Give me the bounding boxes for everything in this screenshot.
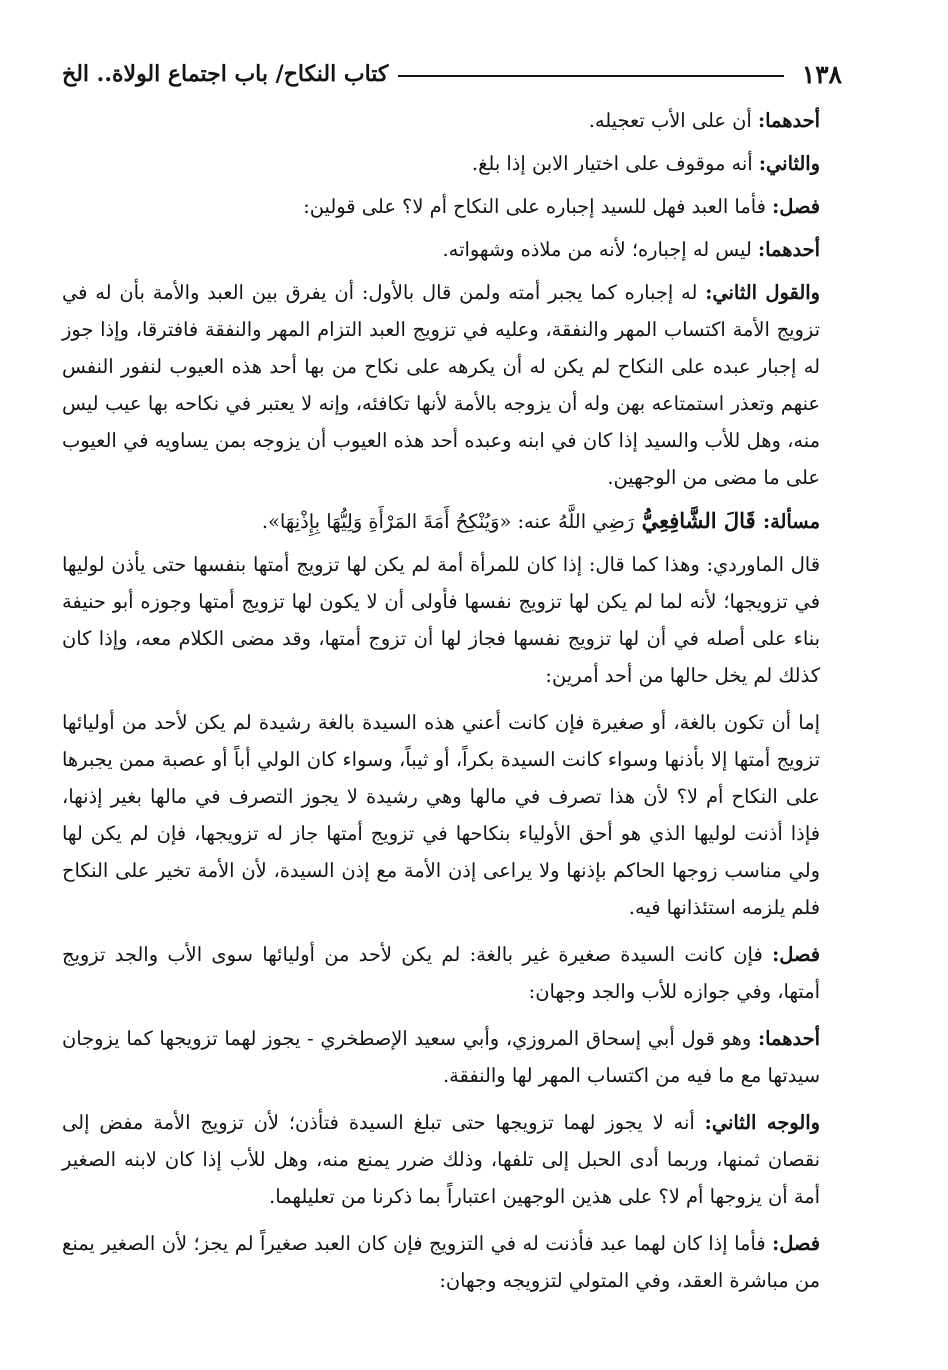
paragraph-lead: أحدهما: [757,109,820,132]
paragraph-10 [62,1020,842,1094]
paragraph-lead: والوجه الثاني: [704,1111,820,1134]
paragraph-text: وهو قول أبي إسحاق المروزي، وأبي سعيد الإصطخري - يجوز لهما تزويجها كما يزوجان سيدتها مع ما فيه من اكتساب المهر لها والنفقة. [62,1027,820,1087]
paragraph-9 [62,936,842,1010]
paragraph-text: له إجباره كما يجبر أمته ولمن قال بالأول: أن يفرق بين العبد والأمة بأن له في تزويج الأمة اكتساب المهر والنفقة، وعليه في تزويج العبد التزام المهر والنفقة فافترقا، وإذا جوز له إجبار عبده على النكاح لم يكن له أن يكرهه على نكاح من بها أحد هذه العيوب لنفور النفس عنهم وتعذر استمتاعه بهن وله أن يزوجه بالأمة لأنها تكافئه، وإنه لا يعتبر في نكاحه بها عيب ليس منه، وهل للأب والسيد إذا كان في ابنه وعبده أحد هذه العيوب أن يزوجه بمن يساويه في العيوب على ما مضى من الوجهين. [62,281,820,489]
paragraph-5 [62,274,842,496]
paragraph-text: أن على الأب تعجيله. [588,109,758,132]
book-title: كتاب النكاح/ باب اجتماع الولاة.. الخ [62,61,389,87]
paragraph-text: إما أن تكون بالغة، أو صغيرة فإن كانت أعني هذه السيدة بالغة رشيدة لم يكن لأحد من أوليائها تزويج أمتها إلا بأذنها وسواء كانت السيدة بكراً، أو ثيباً، وسواء كان الولي أباً أو عصبة ممن يجبرها على النكاح أم لا؟ لأن هذا تصرف في مالها وهي رشيدة لا يجوز التصرف في مالها بغير إذنها، فإذا أذنت لوليها الذي هو أحق الأولياء بنكاحها في تزويج أمتها جاز له تزويجها، فإن لم يكن لها ولي مناسب زوجها الحاكم بإذنها ولا يراعى إذن الأمة مع إذن السيدة، لأن الأمة تخير على النكاح فلم يلزمه استئذانها فيه. [62,711,820,919]
paragraph-lead: والقول الثاني: [705,281,820,304]
book-page [62,52,842,1342]
paragraph-lead: فصل: [772,1232,820,1255]
paragraph-text: قال الماوردي: وهذا كما قال: إذا كان للمرأة أمة لم يكن لها تزويج أمتها بنفسها حتى يأذن لوليها في تزويجها؛ لأنه لما لم يكن لها تزويج نفسها فأولى أن لا يكون لها تزويج أمتها وجوزه أبو حنيفة بناء على أصله في أن لها تزويج نفسها فجاز لها أن تزوج أمتها، وقد مضى الكلام معه، وإذا كان كذلك لم يخل حالها من أحد أمرين: [62,553,820,687]
page-number: ١٣٨ [801,59,842,89]
paragraph-lead: والثاني: [758,152,820,175]
paragraph-text: رَضِي اللَّهُ عنه: «وَيُنْكِحُ أَمَةَ المَرْأَةِ وَلِيُّهَا بِإِذْنِهَا». [261,510,635,533]
paragraph-6 [62,502,842,540]
paragraph-lead: فصل: [772,943,820,966]
paragraph-text: ليس له إجباره؛ لأنه من ملاذه وشهواته. [442,238,758,261]
paragraph-text: أنه لا يجوز لهما تزويجها حتى تبلغ السيدة فتأذن؛ لأن تزويج الأمة مفض إلى نقصان ثمنها، وربما أدى الحبل إلى تلفها، وذلك ضرر يمنع منه، وهل للأب إذا كان لابنه الصغير أمة أن يزوجها أم لا؟ على هذين الوجهين اعتباراً بما ذكرنا من تعليلهما. [62,1111,820,1208]
paragraph-4 [62,231,842,268]
running-head [62,52,842,96]
paragraph-text: فأما العبد فهل للسيد إجباره على النكاح أم لا؟ على قولين: [303,195,773,218]
paragraph-text: فإن كانت السيدة صغيرة غير بالغة: لم يكن لأحد من أوليائها سوى الأب والجد تزويج أمتها، وفي جوازه للأب والجد وجهان: [62,943,820,1003]
paragraph-text: أنه موقوف على اختيار الابن إذا بلغ. [471,152,759,175]
paragraph-lead: أحدهما: [757,238,820,261]
paragraph-11 [62,1104,842,1215]
paragraph-12 [62,1225,842,1299]
paragraph-7 [62,546,842,694]
header-rule [398,75,783,77]
paragraph-1 [62,102,842,139]
paragraph-8 [62,704,842,926]
paragraph-text: فأما إذا كان لهما عبد فأذنت له في التزويج فإن كان العبد صغيراً لم يجز؛ لأن الصغير يمنع من مباشرة العقد، وفي المتولي لتزويجه وجهان: [62,1232,820,1292]
paragraph-3 [62,188,842,225]
imam-name: قَالَ الشَّافِعِيُّ [634,508,763,533]
paragraph-lead: مسألة: [762,510,820,533]
paragraph-2 [62,145,842,182]
paragraph-lead: فصل: [772,195,820,218]
paragraph-lead: أحدهما: [757,1027,820,1050]
